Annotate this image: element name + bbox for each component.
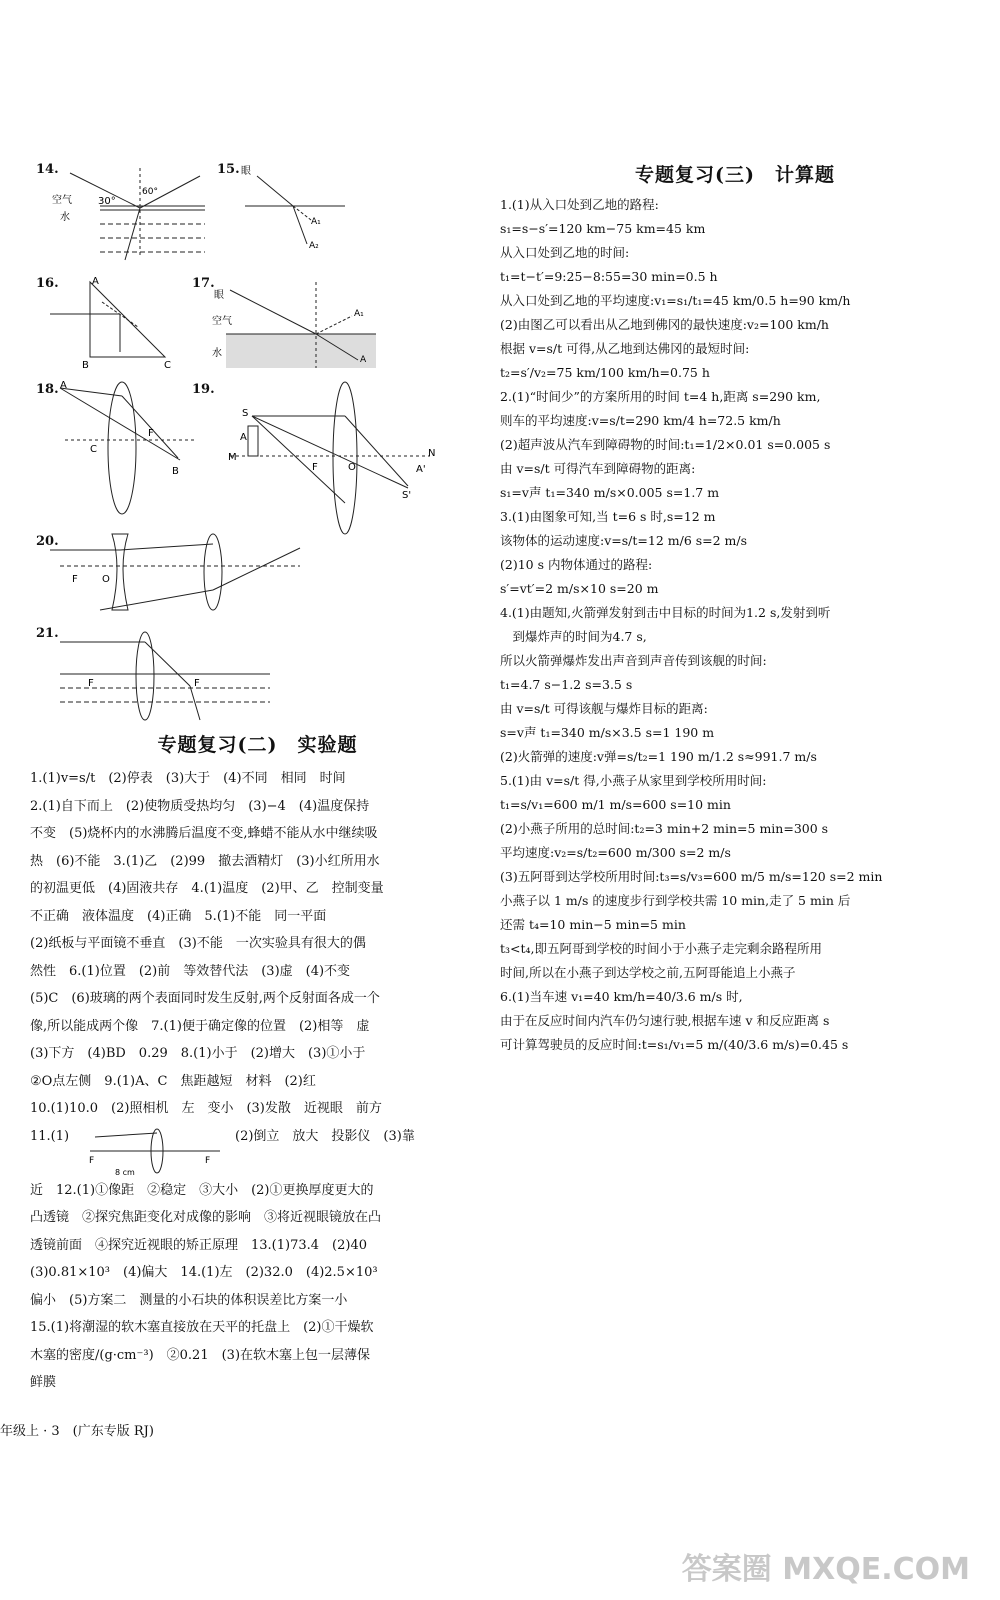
text-line: 的初温更低 (4)固液共存 4.(1)温度 (2)甲、乙 控制变量 — [30, 881, 384, 896]
text-line: 5.(1)由 v=s/t 得,小燕子从家里到学校所用时间: — [500, 773, 767, 788]
label-air: 空气 — [52, 195, 72, 206]
figure-number: 16. — [36, 276, 59, 291]
page-footer: 年级上 · 3 (广东专版 RJ) — [0, 1424, 154, 1439]
figure-16 — [30, 272, 200, 372]
text-line: 还需 t₄=10 min−5 min=5 min — [500, 917, 686, 932]
text-line: 从入口处到乙地的平均速度:v₁=s₁/t₁=45 km/0.5 h=90 km/h — [500, 293, 851, 308]
image-s: S' — [402, 490, 412, 501]
figure-14 — [30, 158, 210, 268]
focus-f: F — [89, 1155, 95, 1166]
text-line: 所以火箭弹爆炸发出声音到声音传到该舰的时间: — [500, 653, 767, 668]
question-11-answers: (2)倒立 放大 投影仪 (3)靠 — [235, 1128, 415, 1144]
text-line: 1.(1)v=s/t (2)停表 (3)大于 (4)不同 相同 时间 — [30, 771, 346, 786]
figure-number: 17. — [192, 276, 215, 291]
point-a: A — [360, 355, 367, 365]
text-line: s′=vt′=2 m/s×10 s=20 m — [500, 581, 659, 596]
focus-f: F — [72, 574, 78, 585]
text-line: 然性 6.(1)位置 (2)前 等效替代法 (3)虚 (4)不变 — [30, 963, 351, 979]
text-line: 6.(1)当车速 v₁=40 km/h=40/3.6 m/s 时, — [500, 989, 743, 1004]
figure-21-diagram — [30, 622, 280, 722]
point-a2: A₂ — [309, 241, 319, 251]
distance-label: 8 cm — [115, 1167, 135, 1177]
section-3-body — [500, 193, 970, 1057]
text-line: 从入口处到乙地的时间: — [500, 245, 630, 260]
vertex-a: A — [92, 276, 99, 287]
focus-f: F — [194, 678, 200, 689]
label-air: 空气 — [212, 316, 232, 327]
question-11 — [30, 1123, 485, 1177]
text-line: (2)10 s 内物体通过的路程: — [500, 557, 653, 572]
text-line: t₃<t₄,即五阿哥到学校的时间小于小燕子走完剩余路程所用 — [500, 941, 823, 956]
section-2 — [30, 730, 485, 1397]
focus-f: F — [205, 1155, 211, 1166]
text-line: 不正确 液体温度 (4)正确 5.(1)不能 同一平面 — [30, 908, 327, 924]
text-line: 由 v=s/t 可得该舰与爆炸目标的距离: — [500, 701, 708, 716]
text-line: 4.(1)由题知,火箭弹发射到击中目标的时间为1.2 s,发射到听 — [500, 605, 831, 620]
section-2-body — [30, 765, 485, 1123]
figure-20-diagram — [30, 530, 320, 620]
vertex-c: C — [164, 360, 171, 371]
text-line: 时间,所以在小燕子到达学校之前,五阿哥能追上小燕子 — [500, 965, 796, 980]
text-line: t₁=4.7 s−1.2 s=3.5 s — [500, 677, 633, 692]
text-line: (2)火箭弹的速度:v弹=s/t₂=1 190 m/1.2 s≈991.7 m/s — [500, 749, 817, 764]
label-eye: 眼 — [214, 290, 224, 301]
figure-19 — [190, 378, 440, 538]
text-line: (2)超声波从汽车到障碍物的时间:t₁=1/2×0.01 s=0.005 s — [500, 437, 831, 452]
center-o: O — [102, 574, 110, 585]
angle-label: 30° — [98, 196, 116, 207]
point-m: M — [228, 452, 237, 463]
point-a1: A₁ — [354, 309, 364, 319]
angle-label: 60° — [142, 187, 158, 197]
text-line: (2)小燕子所用的总时间:t₂=3 min+2 min=5 min=300 s — [500, 821, 829, 836]
text-line: (2)由图乙可以看出从乙地到佛冈的最快速度:v₂=100 km/h — [500, 317, 829, 332]
text-line: 木塞的密度/(g·cm⁻³) ②0.21 (3)在软木塞上包一层薄保 — [30, 1347, 371, 1363]
point-a: A — [240, 432, 247, 443]
text-line: 偏小 (5)方案二 测量的小石块的体积误差比方案一小 — [30, 1292, 348, 1308]
text-line: 根据 v=s/t 可得,从乙地到达佛冈的最短时间: — [500, 341, 750, 356]
point-a1: A₁ — [311, 217, 321, 227]
text-line: 该物体的运动速度:v=s/t=12 m/6 s=2 m/s — [500, 533, 748, 548]
focus-f: F — [312, 462, 318, 473]
text-line: 可计算驾驶员的反应时间:t=s₁/v₁=5 m/(40/3.6 m/s)=0.45 s — [500, 1037, 849, 1052]
figure-number: 20. — [36, 534, 59, 549]
point-a: A — [60, 380, 67, 391]
figure-number: 18. — [36, 382, 59, 397]
label-eye: 眼 — [241, 166, 251, 177]
text-line: s₁=v声 t₁=340 m/s×0.005 s=1.7 m — [500, 485, 720, 500]
text-line: t₁=s/v₁=600 m/1 m/s=600 s=10 min — [500, 797, 731, 812]
figure-number: 19. — [192, 382, 215, 397]
point-c: C — [90, 444, 97, 455]
text-line: t₂=s′/v₂=75 km/100 km/h=0.75 h — [500, 365, 710, 380]
section-2-body-continued — [30, 1177, 485, 1397]
figure-21 — [30, 622, 280, 722]
point-b: B — [172, 466, 179, 477]
text-line: 平均速度:v₂=s/t₂=600 m/300 s=2 m/s — [500, 845, 731, 860]
text-line: 透镜前面 ④探究近视眼的矫正原理 13.(1)73.4 (2)40 — [30, 1237, 367, 1253]
section-2-title: 专题复习(二) 实验题 — [157, 734, 358, 756]
text-line: 小燕子以 1 m/s 的速度步行到学校共需 10 min,走了 5 min 后 — [500, 893, 851, 908]
vertex-b: B — [82, 360, 89, 371]
text-line: 由 v=s/t 可得汽车到障碍物的距离: — [500, 461, 696, 476]
text-line: (3)五阿哥到达学校所用时间:t₃=s/v₃=600 m/5 m/s=120 s=2 min — [500, 869, 883, 884]
text-line: 热 (6)不能 3.(1)乙 (2)99 撤去酒精灯 (3)小红所用水 — [30, 853, 380, 869]
text-line: 近 12.(1)①像距 ②稳定 ③大小 (2)①更换厚度更大的 — [30, 1182, 374, 1198]
text-line: t₁=t−t′=9:25−8:55=30 min=0.5 h — [500, 269, 718, 284]
text-line: 3.(1)由图象可知,当 t=6 s 时,s=12 m — [500, 509, 716, 524]
figure-17 — [190, 272, 390, 372]
figure-18-diagram — [30, 378, 200, 518]
text-line: 由于在反应时间内汽车仍匀速行驶,根据车速 v 和反应距离 s — [500, 1013, 830, 1028]
text-line: 则车的平均速度:v=s/t=290 km/4 h=72.5 km/h — [500, 413, 781, 428]
text-line: 2.(1)自下而上 (2)使物质受热均匀 (3)−4 (4)温度保持 — [30, 798, 370, 814]
figure-17-diagram — [190, 272, 390, 372]
section-3-title: 专题复习(三) 计算题 — [635, 164, 835, 186]
watermark: 答案圈 MXQE.COM — [681, 1552, 970, 1587]
figure-number: 15. — [217, 162, 240, 177]
figure-number: 21. — [36, 626, 59, 641]
label-water: 水 — [212, 348, 222, 359]
text-line: 10.(1)10.0 (2)照相机 左 变小 (3)发散 近视眼 前方 — [30, 1101, 382, 1116]
question-11-prefix: 11.(1) — [30, 1128, 70, 1144]
text-line: 像,所以能成两个像 7.(1)便于确定像的位置 (2)相等 虚 — [30, 1018, 370, 1034]
figure-19-diagram — [190, 378, 440, 538]
figure-18 — [30, 378, 200, 518]
text-line: (2)纸板与平面镜不垂直 (3)不能 一次实验具有很大的偶 — [30, 936, 366, 951]
text-line: (5)C (6)玻璃的两个表面同时发生反射,两个反射面各成一个 — [30, 991, 380, 1006]
text-line: 到爆炸声的时间为4.7 s, — [500, 629, 647, 644]
image-a: A' — [416, 464, 426, 475]
label-water: 水 — [60, 212, 70, 223]
question-11-diagram — [85, 1127, 225, 1177]
text-line: 凸透镜 ②探究焦距变化对成像的影响 ③将近视眼镜放在凸 — [30, 1210, 382, 1225]
center-o: O — [348, 462, 356, 473]
text-line: 鲜膜 — [30, 1375, 57, 1390]
text-line: 2.(1)“时间少”的方案所用的时间 t=4 h,距离 s=290 km, — [500, 389, 821, 404]
figure-15 — [215, 158, 355, 258]
point-s: S — [242, 408, 249, 419]
text-line: (3)0.81×10³ (4)偏大 14.(1)左 (2)32.0 (4)2.5×10³ — [30, 1265, 378, 1280]
focus-f: F — [148, 428, 154, 439]
text-line: 不变 (5)烧杯内的水沸腾后温度不变,蜂蜡不能从水中继续吸 — [30, 826, 378, 841]
text-line: s₁=s−s′=120 km−75 km=45 km — [500, 221, 706, 236]
figure-20 — [30, 530, 320, 620]
text-line: ②O点左侧 9.(1)A、C 焦距越短 材料 (2)红 — [30, 1073, 316, 1089]
figure-number: 14. — [36, 162, 59, 177]
text-line: (3)下方 (4)BD 0.29 8.(1)小于 (2)增大 (3)①小于 — [30, 1046, 366, 1061]
text-line: s=v声 t₁=340 m/s×3.5 s=1 190 m — [500, 725, 715, 740]
section-3 — [500, 160, 970, 1057]
point-n: N — [428, 448, 436, 459]
text-line: 15.(1)将潮湿的软木塞直接放在天平的托盘上 (2)①干燥软 — [30, 1320, 374, 1335]
focus-f: F — [88, 678, 94, 689]
text-line: 1.(1)从入口处到乙地的路程: — [500, 197, 659, 212]
